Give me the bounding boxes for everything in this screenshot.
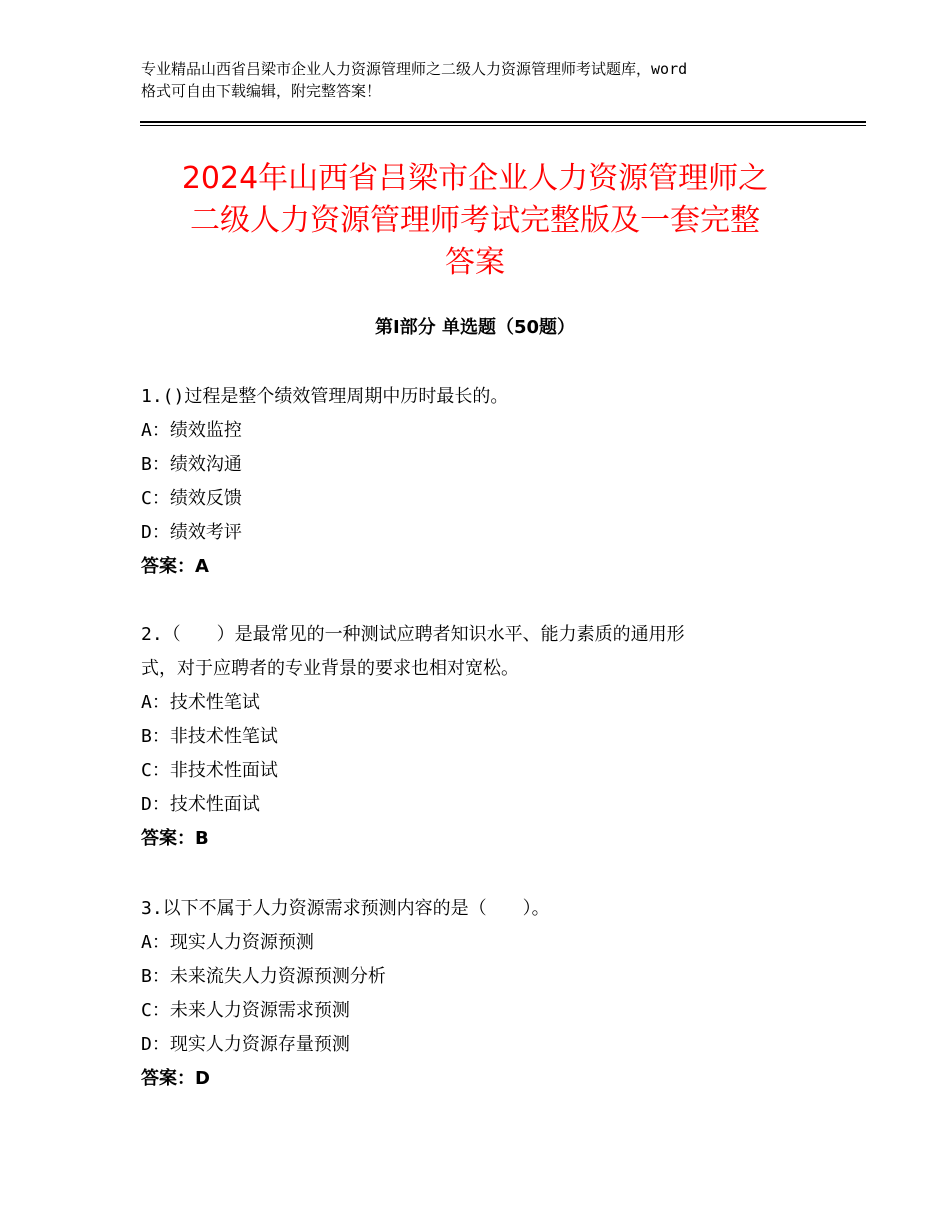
header-note: [141, 58, 821, 102]
title-line-2: 二级人力资源管理师考试完整版及一套完整: [190, 203, 760, 238]
question-1: [141, 380, 821, 584]
header-rule-thick: [140, 121, 866, 123]
question-stem: 1.()过程是整个绩效管理周期中历时最长的。: [141, 386, 509, 407]
header-note-line-1: 专业精品山西省吕梁市企业人力资源管理师之二级人力资源管理师考试题库，word: [141, 60, 688, 78]
section-heading: 第Ⅰ部分 单选题（50题）: [374, 317, 575, 338]
question-3: [141, 892, 821, 1096]
question-stem: 2.（ ）是最常见的一种测试应聘者知识水平、能力素质的通用形: [141, 624, 685, 645]
option-a: A：现实人力资源预测: [141, 932, 314, 953]
answer: 答案：A: [141, 556, 209, 577]
question-stem-cont: 式，对于应聘者的专业背景的要求也相对宽松。: [141, 658, 519, 679]
option-a: A：技术性笔试: [141, 692, 260, 713]
question-2: [141, 618, 821, 856]
option-b: B：非技术性笔试: [141, 726, 278, 747]
title-line-3: 答案: [445, 245, 505, 280]
option-c: C：非技术性面试: [141, 760, 278, 781]
option-d: D：现实人力资源存量预测: [141, 1034, 350, 1055]
document-title: [130, 158, 820, 284]
answer: 答案：D: [141, 1068, 210, 1089]
option-d: D：绩效考评: [141, 522, 242, 543]
answer: 答案：B: [141, 828, 209, 849]
header-rule-thin: [140, 125, 866, 126]
option-c: C：未来人力资源需求预测: [141, 1000, 350, 1021]
question-stem: 3.以下不属于人力资源需求预测内容的是（ ）。: [141, 898, 550, 919]
option-b: B：绩效沟通: [141, 454, 242, 475]
option-a: A：绩效监控: [141, 420, 242, 441]
option-d: D：技术性面试: [141, 794, 260, 815]
option-c: C：绩效反馈: [141, 488, 242, 509]
option-b: B：未来流失人力资源预测分析: [141, 966, 386, 987]
header-note-line-2: 格式可自由下载编辑，附完整答案！: [141, 82, 382, 100]
title-line-1: 2024年山西省吕梁市企业人力资源管理师之: [181, 161, 769, 196]
